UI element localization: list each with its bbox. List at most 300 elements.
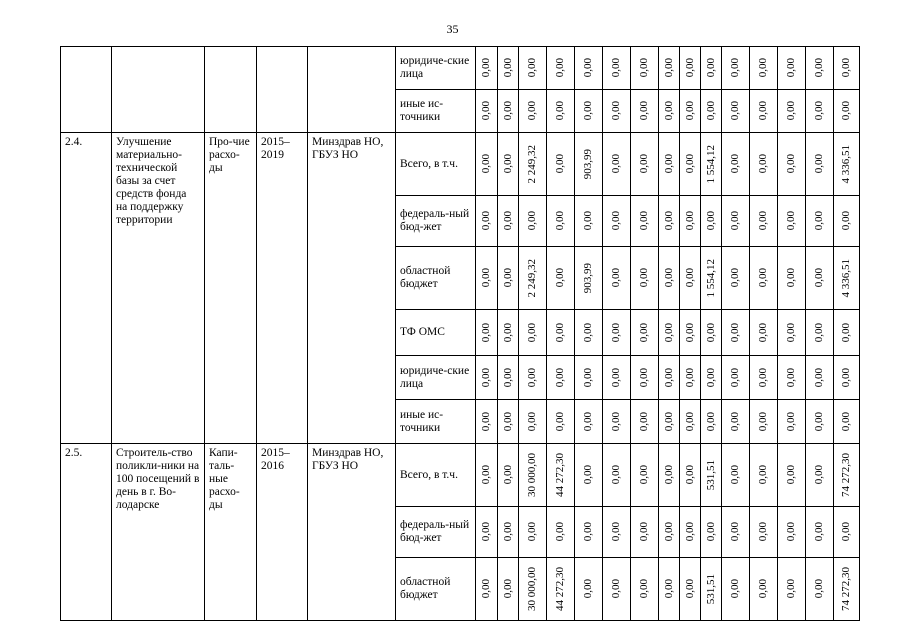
value-cell: [575, 133, 603, 196]
value-cell: [498, 558, 519, 621]
value-text: 0,00: [554, 211, 566, 231]
value-text: 0,00: [610, 58, 622, 78]
value-text: 0,00: [840, 522, 852, 542]
value-text: 0,00: [662, 154, 675, 174]
value-cell: [722, 400, 750, 444]
value-text: 0,00: [610, 579, 622, 599]
value-cell: [722, 558, 750, 621]
value-text: 0,00: [638, 579, 650, 599]
value-cell: [806, 507, 834, 558]
value-cell: [701, 47, 722, 90]
value-text: 0,00: [501, 522, 514, 542]
value-cell: [519, 196, 547, 247]
value-text: 0,00: [554, 58, 566, 78]
value-cell: [834, 507, 860, 558]
value-cell: [834, 356, 860, 400]
value-text: 0,00: [582, 465, 594, 485]
value-cell: [701, 558, 722, 621]
value-cell: [701, 356, 722, 400]
page-number: 35: [446, 22, 459, 36]
value-text: 0,00: [610, 101, 622, 121]
value-cell: [498, 400, 519, 444]
value-cell: [498, 90, 519, 133]
value-text: 0,00: [683, 154, 696, 174]
value-text: 0,00: [480, 322, 492, 343]
value-text: 0,00: [662, 579, 675, 599]
value-cell: [834, 247, 860, 310]
row-expense-cell: [205, 47, 257, 133]
value-text: 0,00: [638, 522, 650, 542]
value-cell: [750, 90, 778, 133]
value-cell: [722, 356, 750, 400]
value-text: 0,00: [813, 522, 825, 542]
value-cell: [519, 247, 547, 310]
value-cell: [547, 444, 575, 507]
value-cell: [547, 90, 575, 133]
value-text: 0,00: [526, 522, 538, 542]
value-text: 0,00: [554, 411, 566, 432]
value-text: 0,00: [785, 211, 797, 231]
value-cell: [750, 133, 778, 196]
value-cell: [575, 310, 603, 356]
value-text: 0,00: [757, 465, 769, 485]
value-cell: [834, 133, 860, 196]
value-text: 0,00: [813, 101, 825, 121]
value-text: 0,00: [610, 367, 622, 388]
value-cell: [750, 356, 778, 400]
value-cell: [659, 558, 680, 621]
value-text: 0,00: [757, 411, 769, 432]
value-text: 44 272,30: [554, 567, 566, 611]
value-cell: [750, 310, 778, 356]
value-cell: [603, 507, 631, 558]
value-cell: [547, 196, 575, 247]
value-cell: [834, 400, 860, 444]
measure-name-cell: Строитель-ство поликли-ники на 100 посещений в день в г. Во-лодарске: [112, 444, 205, 621]
value-text: 0,00: [610, 522, 622, 542]
value-text: 0,00: [683, 579, 696, 599]
value-cell: [659, 356, 680, 400]
value-cell: [680, 47, 701, 90]
value-text: 4 336,51: [840, 144, 852, 184]
value-cell: [722, 133, 750, 196]
value-text: 0,00: [813, 268, 825, 288]
value-cell: [680, 507, 701, 558]
value-cell: [519, 400, 547, 444]
value-text: 0,00: [813, 58, 825, 78]
value-cell: [659, 133, 680, 196]
value-text: 0,00: [662, 211, 675, 231]
value-cell: [722, 310, 750, 356]
value-cell: [701, 133, 722, 196]
value-text: 0,00: [704, 411, 717, 432]
value-cell: [547, 247, 575, 310]
value-text: 1 554,12: [704, 144, 717, 184]
value-text: 0,00: [683, 101, 696, 121]
value-cell: [750, 507, 778, 558]
value-cell: [806, 310, 834, 356]
value-cell: [476, 310, 498, 356]
value-text: 0,00: [683, 211, 696, 231]
row-executor-cell: [308, 47, 396, 133]
value-cell: [834, 196, 860, 247]
value-cell: [575, 400, 603, 444]
value-text: 0,00: [704, 522, 717, 542]
value-text: 0,00: [729, 522, 741, 542]
value-text: 0,00: [757, 579, 769, 599]
value-cell: [680, 247, 701, 310]
period-cell: 2015–2019: [257, 133, 308, 444]
value-text: 0,00: [480, 522, 492, 542]
value-text: 0,00: [785, 268, 797, 288]
value-cell: [476, 196, 498, 247]
value-cell: [659, 247, 680, 310]
value-cell: [680, 310, 701, 356]
value-cell: [680, 400, 701, 444]
value-text: 0,00: [638, 211, 650, 231]
value-cell: [778, 400, 806, 444]
value-text: 0,00: [501, 411, 514, 432]
value-cell: [498, 47, 519, 90]
value-text: 74 272,30: [840, 567, 852, 611]
value-text: 0,00: [813, 322, 825, 343]
value-text: 0,00: [526, 322, 538, 343]
value-cell: [834, 310, 860, 356]
value-cell: [834, 47, 860, 90]
expense-type-cell: Капи-таль-ные расхо-ды: [205, 444, 257, 621]
value-cell: [701, 247, 722, 310]
value-cell: [701, 400, 722, 444]
value-text: 0,00: [662, 268, 675, 288]
value-text: 0,00: [662, 411, 675, 432]
value-text: 0,00: [610, 154, 622, 174]
value-text: 0,00: [638, 322, 650, 343]
value-text: 0,00: [813, 211, 825, 231]
value-text: 74 272,30: [840, 453, 852, 497]
value-text: 0,00: [554, 522, 566, 542]
value-text: 0,00: [554, 101, 566, 121]
table-row: [61, 133, 860, 196]
value-cell: [575, 356, 603, 400]
value-text: 2 249,32: [526, 258, 538, 298]
value-text: 0,00: [480, 154, 492, 174]
expense-type-cell: Про-чие расхо-ды: [205, 133, 257, 444]
value-cell: [778, 247, 806, 310]
value-text: 0,00: [729, 367, 741, 388]
value-cell: [834, 558, 860, 621]
value-cell: [778, 356, 806, 400]
value-cell: [834, 90, 860, 133]
value-text: 0,00: [610, 268, 622, 288]
value-cell: [476, 90, 498, 133]
value-text: 0,00: [813, 411, 825, 432]
value-text: 30 000,00: [526, 453, 538, 497]
source-cell: ТФ ОМС: [396, 310, 476, 356]
value-text: 0,00: [501, 58, 514, 78]
value-cell: [519, 133, 547, 196]
value-text: 0,00: [554, 268, 566, 288]
value-text: 0,00: [729, 465, 741, 485]
value-text: 0,00: [662, 522, 675, 542]
value-text: 0,00: [840, 367, 852, 388]
value-text: 0,00: [480, 58, 492, 78]
value-cell: [476, 400, 498, 444]
source-cell: Всего, в т.ч.: [396, 444, 476, 507]
value-cell: [778, 47, 806, 90]
value-cell: [701, 196, 722, 247]
value-text: 0,00: [813, 465, 825, 485]
value-text: 0,00: [610, 465, 622, 485]
value-cell: [750, 247, 778, 310]
value-cell: [603, 400, 631, 444]
value-text: 0,00: [757, 322, 769, 343]
value-cell: [680, 558, 701, 621]
measure-name-cell: Улучшение материально-технической базы за счет средств фонда на поддержку территории: [112, 133, 205, 444]
value-text: 0,00: [662, 101, 675, 121]
value-cell: [603, 444, 631, 507]
source-cell: юридиче-ские лица: [396, 356, 476, 400]
value-cell: [519, 507, 547, 558]
value-cell: [547, 133, 575, 196]
value-cell: [701, 90, 722, 133]
value-cell: [476, 247, 498, 310]
value-cell: [547, 356, 575, 400]
value-cell: [498, 507, 519, 558]
section-number-cell: 2.4.: [61, 133, 112, 444]
value-cell: [603, 47, 631, 90]
value-cell: [778, 90, 806, 133]
value-text: 0,00: [840, 211, 852, 231]
value-text: 531,51: [704, 459, 717, 491]
value-cell: [659, 310, 680, 356]
value-cell: [680, 133, 701, 196]
value-cell: [659, 507, 680, 558]
value-text: 0,00: [785, 522, 797, 542]
value-cell: [806, 444, 834, 507]
value-cell: [778, 507, 806, 558]
value-cell: [701, 444, 722, 507]
value-text: 0,00: [757, 154, 769, 174]
source-cell: иные ис-точники: [396, 90, 476, 133]
value-text: 0,00: [813, 154, 825, 174]
value-cell: [476, 47, 498, 90]
value-cell: [659, 90, 680, 133]
value-text: 44 272,30: [554, 453, 566, 497]
value-cell: [575, 196, 603, 247]
value-text: 2 249,32: [526, 144, 538, 184]
value-cell: [603, 90, 631, 133]
value-text: 0,00: [729, 411, 741, 432]
value-text: 0,00: [501, 465, 514, 485]
value-text: 0,00: [729, 101, 741, 121]
value-cell: [659, 47, 680, 90]
executor-cell: Минздрав НО, ГБУЗ НО: [308, 133, 396, 444]
value-text: 0,00: [757, 367, 769, 388]
value-text: 0,00: [582, 522, 594, 542]
value-cell: [701, 507, 722, 558]
value-text: 0,00: [638, 465, 650, 485]
value-text: 0,00: [582, 367, 594, 388]
value-text: 0,00: [683, 367, 696, 388]
value-cell: [519, 310, 547, 356]
value-text: 4 336,51: [840, 258, 852, 298]
section-number-cell: 2.5.: [61, 444, 112, 621]
value-cell: [806, 196, 834, 247]
value-cell: [547, 507, 575, 558]
value-cell: [547, 47, 575, 90]
value-text: 0,00: [501, 268, 514, 288]
value-cell: [680, 90, 701, 133]
value-text: 0,00: [582, 58, 594, 78]
value-cell: [519, 356, 547, 400]
value-cell: [519, 444, 547, 507]
value-cell: [631, 133, 659, 196]
value-text: 0,00: [704, 101, 717, 121]
value-text: 0,00: [501, 367, 514, 388]
value-text: 903,99: [582, 148, 594, 180]
value-text: 0,00: [729, 579, 741, 599]
value-cell: [680, 356, 701, 400]
value-cell: [575, 507, 603, 558]
value-text: 0,00: [526, 101, 538, 121]
value-cell: [498, 247, 519, 310]
value-cell: [519, 47, 547, 90]
value-text: 0,00: [638, 411, 650, 432]
value-cell: [547, 400, 575, 444]
value-text: 0,00: [526, 211, 538, 231]
value-text: 0,00: [704, 367, 717, 388]
value-text: 0,00: [638, 367, 650, 388]
period-cell: 2015–2016: [257, 444, 308, 621]
value-cell: [750, 196, 778, 247]
value-cell: [575, 247, 603, 310]
value-cell: [603, 310, 631, 356]
value-cell: [806, 558, 834, 621]
value-text: 0,00: [729, 58, 741, 78]
value-cell: [750, 558, 778, 621]
value-text: 0,00: [785, 411, 797, 432]
value-cell: [498, 310, 519, 356]
value-text: 0,00: [662, 367, 675, 388]
value-cell: [603, 133, 631, 196]
value-text: 0,00: [757, 101, 769, 121]
value-cell: [722, 507, 750, 558]
value-cell: [547, 310, 575, 356]
value-cell: [603, 247, 631, 310]
value-cell: [701, 310, 722, 356]
value-text: 0,00: [729, 154, 741, 174]
value-cell: [575, 444, 603, 507]
value-cell: [834, 444, 860, 507]
value-cell: [631, 247, 659, 310]
value-text: 0,00: [480, 268, 492, 288]
value-text: 0,00: [840, 58, 852, 78]
value-cell: [547, 558, 575, 621]
value-text: 0,00: [662, 322, 675, 343]
value-cell: [476, 507, 498, 558]
source-cell: областной бюджет: [396, 247, 476, 310]
value-text: 0,00: [840, 101, 852, 121]
value-text: 903,99: [582, 262, 594, 294]
value-text: 0,00: [480, 211, 492, 231]
value-text: 0,00: [554, 322, 566, 343]
value-cell: [575, 90, 603, 133]
value-text: 0,00: [610, 211, 622, 231]
value-cell: [806, 47, 834, 90]
value-cell: [750, 400, 778, 444]
value-text: 0,00: [813, 579, 825, 599]
row-name-cell: [112, 47, 205, 133]
value-text: 0,00: [662, 465, 675, 485]
value-cell: [603, 558, 631, 621]
value-text: 0,00: [757, 522, 769, 542]
value-text: 0,00: [501, 322, 514, 343]
source-cell: федераль-ный бюд-жет: [396, 196, 476, 247]
value-cell: [519, 558, 547, 621]
value-text: 0,00: [610, 411, 622, 432]
value-text: 0,00: [840, 411, 852, 432]
value-text: 0,00: [582, 579, 594, 599]
value-cell: [722, 444, 750, 507]
value-text: 0,00: [785, 101, 797, 121]
value-text: 0,00: [785, 579, 797, 599]
value-text: 0,00: [554, 154, 566, 174]
table-row: [61, 444, 860, 507]
value-text: 0,00: [526, 58, 538, 78]
value-text: 0,00: [729, 322, 741, 343]
source-cell: юридиче-ские лица: [396, 47, 476, 90]
value-text: 0,00: [757, 211, 769, 231]
value-cell: [806, 90, 834, 133]
source-cell: иные ис-точники: [396, 400, 476, 444]
value-cell: [722, 247, 750, 310]
value-text: 0,00: [526, 411, 538, 432]
value-cell: [631, 196, 659, 247]
value-cell: [659, 444, 680, 507]
value-text: 0,00: [683, 522, 696, 542]
value-cell: [806, 356, 834, 400]
value-text: 0,00: [610, 322, 622, 343]
value-text: 0,00: [704, 58, 717, 78]
value-cell: [722, 47, 750, 90]
value-text: 0,00: [840, 322, 852, 343]
value-text: 0,00: [480, 579, 492, 599]
value-text: 0,00: [480, 101, 492, 121]
value-cell: [680, 444, 701, 507]
value-cell: [631, 444, 659, 507]
value-text: 0,00: [501, 211, 514, 231]
executor-cell: Минздрав НО, ГБУЗ НО: [308, 444, 396, 621]
value-text: 0,00: [480, 465, 492, 485]
value-text: 0,00: [501, 154, 514, 174]
value-cell: [498, 133, 519, 196]
source-cell: федераль-ный бюд-жет: [396, 507, 476, 558]
value-text: 0,00: [757, 268, 769, 288]
value-text: 0,00: [662, 58, 675, 78]
value-cell: [498, 196, 519, 247]
value-cell: [659, 196, 680, 247]
value-text: 0,00: [582, 411, 594, 432]
value-cell: [806, 400, 834, 444]
budget-table: [60, 46, 860, 621]
value-text: 0,00: [638, 268, 650, 288]
value-text: 0,00: [582, 322, 594, 343]
value-text: 0,00: [785, 465, 797, 485]
value-cell: [806, 247, 834, 310]
value-cell: [659, 400, 680, 444]
value-text: 0,00: [813, 367, 825, 388]
value-cell: [631, 47, 659, 90]
